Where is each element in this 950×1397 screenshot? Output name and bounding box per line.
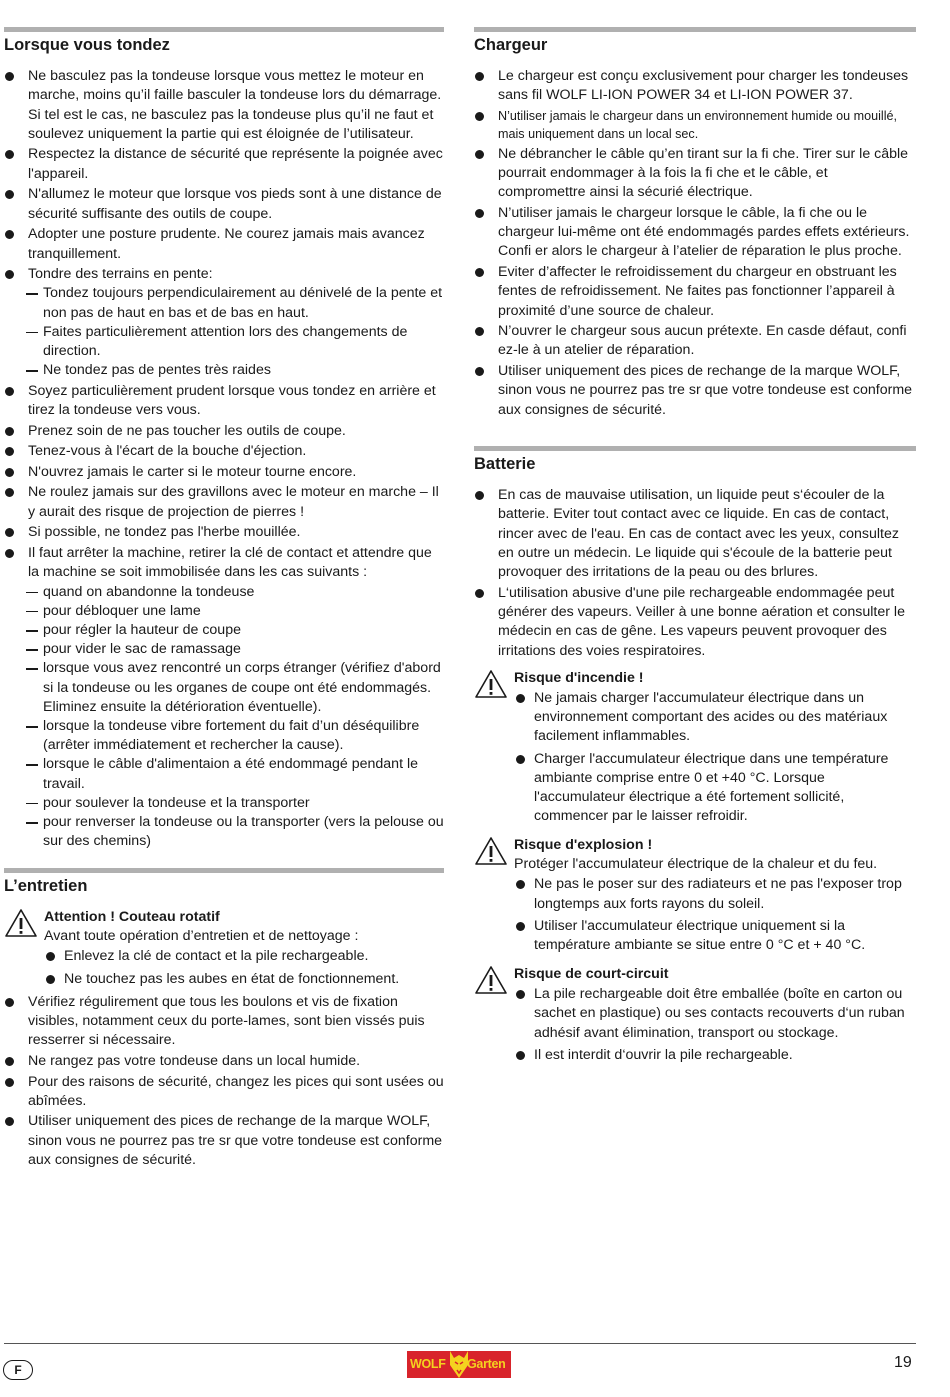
warning-triangle-icon <box>474 836 508 866</box>
charger-list <box>474 67 916 420</box>
list-item <box>4 993 444 1051</box>
footer-rule <box>4 1343 916 1344</box>
bullet-icon <box>5 190 14 199</box>
bullet-icon <box>5 427 14 436</box>
warning-block <box>474 669 916 826</box>
list-item <box>4 1112 444 1170</box>
bullet-icon <box>475 268 484 277</box>
warning-block <box>474 965 916 1065</box>
dash-item <box>4 755 444 793</box>
warning-list <box>514 875 916 955</box>
section-mowing <box>4 27 444 851</box>
item-text: pour renverser la tondeuse ou la transporter (vers la pelouse ou sur des chemins) <box>43 813 444 850</box>
bullet-icon <box>475 209 484 218</box>
list-item <box>4 382 444 421</box>
bullet-icon <box>46 975 55 984</box>
bullet-icon <box>5 447 14 456</box>
item-text: Ne tondez pas de pentes très raides <box>43 362 271 379</box>
bullet-icon <box>5 549 14 558</box>
section-maintenance <box>4 868 444 1170</box>
item-text: N'allumez le moteur que lorsque vos pieds sont à une distance de sécurité suffisante des outils de coupe. <box>28 186 442 222</box>
list-item <box>4 67 444 144</box>
list-item <box>514 875 916 913</box>
list-item <box>44 970 444 989</box>
bullet-icon <box>475 72 484 81</box>
item-text: Utiliser uniquement des pices de rechange de la marque WOLF, sinon vous ne pourrez pas tre sr que votre tondeuse est conforme aux consignes de sécurité. <box>28 1113 443 1169</box>
item-text: Eviter d’affecter le refroidissement du chargeur en obstruant les fentes de refroidissement. Ne faites pas fonctionner l’appareil à proximité d’une source de chaleur. <box>498 263 897 319</box>
warning-list <box>514 985 916 1065</box>
dash-icon <box>26 668 38 670</box>
list-item <box>44 947 444 966</box>
dash-icon <box>26 649 38 651</box>
list-item <box>4 422 444 441</box>
item-text: Soyez particulièrement prudent lorsque vous tondez en arrière et tirez la tondeuse vers vous. <box>28 382 436 419</box>
item-text: Ne rangez pas votre tondeuse dans un local humide. <box>28 1052 361 1069</box>
dash-list <box>4 583 444 852</box>
bullet-icon <box>516 1051 525 1060</box>
bullet-icon <box>516 880 525 889</box>
bullet-icon <box>516 694 525 703</box>
bullet-icon <box>5 230 14 239</box>
item-text: Charger l'accumulateur électrique dans une température ambiante comprise entre 0 et +40 °C. Lorsque l'accumulateur électrique a été fortement sollicité, commencer par le laisser refroidir. <box>534 750 889 825</box>
item-text: Ne touchez pas les aubes en état de fonctionnement. <box>64 970 400 987</box>
item-text: pour vider le sac de ramassage <box>43 641 241 658</box>
dash-icon <box>26 592 38 594</box>
item-text: quand on abandonne la tondeuse <box>43 583 255 600</box>
bullet-icon <box>5 72 14 81</box>
dash-item <box>4 602 444 621</box>
item-text: Respectez la distance de sécurité que représente la poignée avec l'appareil. <box>28 146 443 182</box>
dash-icon <box>26 803 38 805</box>
list-item <box>4 145 444 184</box>
dash-item <box>4 323 444 361</box>
warning-text: Protéger l'accumulateur électrique de la chaleur et du feu. <box>514 856 878 873</box>
item-text: Ne roulez jamais sur des gravillons avec le moteur en marche – Il y aurait des risque de projection de pierres ! <box>28 484 439 520</box>
bullet-icon <box>5 1057 14 1066</box>
dash-item <box>4 659 444 717</box>
dash-list <box>4 284 444 380</box>
item-text: Adopter une posture prudente. Ne courez jamais mais avancez tranquillement. <box>28 226 425 262</box>
bullet-icon <box>475 491 484 500</box>
section-header <box>474 446 916 474</box>
dash-item <box>4 284 444 322</box>
item-text: N’ouvrer le chargeur sous aucun prétexte. En casde défaut, confi ez-le à un atelier de réparation. <box>498 323 907 359</box>
language-badge: F <box>3 1360 33 1380</box>
list-item <box>514 750 916 827</box>
item-text: pour régler la hauteur de coupe <box>43 621 241 638</box>
logo-text-left: WOLF <box>410 1357 446 1371</box>
section-header <box>4 27 444 55</box>
item-text: Tenez-vous à l'écart de la bouche d'éjection. <box>28 443 307 460</box>
section-title: L’entretien <box>4 877 88 896</box>
dash-item <box>4 717 444 755</box>
warning-triangle-icon <box>474 669 508 699</box>
list-item <box>514 985 916 1043</box>
item-text: N'ouvrez jamais le carter si le moteur tourne encore. <box>28 463 357 480</box>
list-item <box>474 584 916 661</box>
item-text: Ne basculez pas la tondeuse lorsque vous mettez le moteur en marche, moins qu’il faille basculer la tondeuse lors du démarrage. Si tel est le cas, ne basculez pas la tondeuse plus qu’il ne faut et soulevez uniquement la partie qui est éloignée de l’utilisateur. <box>28 68 442 142</box>
section-charger <box>474 27 916 420</box>
item-text: Faites particulièrement attention lors des changements de direction. <box>43 323 408 360</box>
dash-icon <box>26 370 38 372</box>
list-item <box>474 204 916 262</box>
warning-title: Risque d'incendie ! <box>514 669 644 686</box>
warning-list <box>514 689 916 826</box>
bullet-icon <box>5 488 14 497</box>
item-text: Ne pas le poser sur des radiateurs et ne pas l'exposer trop longtemps aux forts rayons du soleil. <box>534 876 902 912</box>
list-item <box>4 265 444 380</box>
bullet-icon <box>5 1078 14 1087</box>
bullet-icon <box>475 589 484 598</box>
item-text: Enlevez la clé de contact et la pile rechargeable. <box>64 948 369 965</box>
list-item <box>4 544 444 851</box>
bullet-icon <box>516 755 525 764</box>
list-item <box>4 523 444 542</box>
bullet-icon <box>5 1117 14 1126</box>
item-text: pour soulever la tondeuse et la transporter <box>43 794 310 811</box>
dash-icon <box>26 726 38 728</box>
dash-item <box>4 640 444 659</box>
maintenance-list <box>4 993 444 1171</box>
item-text: Utiliser l'accumulateur électrique uniquement si la température ambiante se situe entre 0 °C et + 40 °C. <box>534 917 866 953</box>
warning-list <box>44 947 444 988</box>
bullet-icon <box>5 468 14 477</box>
dash-icon <box>26 332 38 334</box>
bullet-icon <box>475 327 484 336</box>
mowing-list <box>4 67 444 851</box>
dash-icon <box>26 611 38 613</box>
bullet-icon <box>475 112 484 121</box>
item-text: Prenez soin de ne pas toucher les outils de coupe. <box>28 422 346 439</box>
list-item <box>474 145 916 203</box>
dash-item <box>4 621 444 640</box>
list-item <box>474 362 916 420</box>
item-text: lorsque la tondeuse vibre fortement du fait d’un déséquilibre (arrêter immédiatement et rechercher la cause). <box>43 717 420 754</box>
bullet-icon <box>516 922 525 931</box>
item-text: En cas de mauvaise utilisation, un liquide peut s‘écouler de la batterie. Eviter tout contact avec ce liquide. En cas de contact, rincer avec de l'eau. En cas de contact avec les yeux, consultez en outre un médecin. Le liquide qui s'écoule de la batterie peut provoquer des irritations de la peau ou des brlures. <box>498 486 899 581</box>
bullet-icon <box>5 387 14 396</box>
item-text: lorsque vous avez rencontré un corps étranger (vérifiez d'abord si la tondeuse ou les organes de coupe ont été endommagés. Eliminez ensuite la détérioration éventuelle). <box>43 660 441 715</box>
section-title: Chargeur <box>474 36 548 54</box>
warning-text: Avant toute opération d’entretien et de nettoyage : <box>44 928 359 945</box>
left-column <box>4 27 444 1172</box>
item-text: lorsque le câble d'alimentaion a été endommagé pendant le travail. <box>43 756 418 792</box>
item-text: pour débloquer une lame <box>43 602 201 619</box>
list-item <box>474 263 916 321</box>
dash-item <box>4 361 444 380</box>
item-text: Si possible, ne tondez pas l'herbe mouillée. <box>28 524 301 541</box>
list-item <box>4 1052 444 1071</box>
dash-item <box>4 794 444 813</box>
section-header <box>474 27 916 55</box>
bullet-icon <box>5 998 14 1007</box>
warning-triangle-icon <box>474 965 508 995</box>
item-text: Pour des raisons de sécurité, changez les pices qui sont usées ou abîmées. <box>28 1073 444 1109</box>
section-battery <box>474 446 916 1065</box>
dash-icon <box>26 293 38 295</box>
list-item <box>4 185 444 224</box>
item-text: Tondre des terrains en pente: <box>28 266 213 283</box>
list-item <box>4 463 444 482</box>
item-text: Le chargeur est conçu exclusivement pour charger les tondeuses sans fil WOLF LI-ION POWER 34 et LI-ION POWER 37. <box>498 68 909 104</box>
list-item <box>4 225 444 264</box>
bullet-icon <box>5 270 14 279</box>
list-item <box>514 917 916 955</box>
list-item <box>474 486 916 582</box>
list-item <box>474 67 916 106</box>
dash-icon <box>26 764 38 766</box>
item-text: Utiliser uniquement des pices de rechange de la marque WOLF, sinon vous ne pourrez pas tre sr que votre tondeuse est conforme aux consignes de sécurité. <box>498 363 913 418</box>
list-item <box>474 322 916 361</box>
section-title: Lorsque vous tondez <box>4 36 170 54</box>
dash-icon <box>26 822 38 824</box>
item-text: Tondez toujours perpendiculairement au dénivelé de la pente et non pas de haut en bas et de bas en haut. <box>43 285 443 321</box>
logo-text-right: Garten <box>467 1357 506 1371</box>
bullet-icon <box>475 367 484 376</box>
section-title: Batterie <box>474 454 536 473</box>
item-text: L‘utilisation abusive d'une pile rechargeable endommagée peut générer des vapeurs. Veiller à une bonne aération et consulter le médecin en cas de gêne. Les vapeurs peuvent provoquer des irritations des voies respiratoires. <box>498 584 905 659</box>
item-text: Vérifiez régulirement que tous les boulons et vis de fixation visibles, notamment ceux du porte-lames, sont bien vissés puis resserrer si nécessaire. <box>28 993 425 1049</box>
wolf-garten-logo <box>407 1351 511 1378</box>
battery-list <box>474 486 916 661</box>
warning-title: Risque de court-circuit <box>514 966 669 983</box>
warning-triangle-icon <box>4 908 38 938</box>
item-text: Il est interdit d‘ouvrir la pile rechargeable. <box>534 1046 793 1063</box>
bullet-icon <box>5 528 14 537</box>
item-text: Ne débrancher le câble qu’en tirant sur la fi che. Tirer sur le câble pourrait endommager à la fois la fi che et le câble, et compromettre ainsi la sécurié électrique. <box>498 145 909 201</box>
list-item <box>514 1046 916 1065</box>
dash-icon <box>26 630 38 632</box>
item-text: N’utiliser jamais le chargeur lorsque le câble, la fi che ou le chargeur lui-même ont été endommagés pardes effets extérieurs. Confi er alors le chargeur à l’atelier de réparation le plus proche. <box>498 204 910 260</box>
warning-title: Risque d'explosion ! <box>514 837 653 854</box>
right-column <box>474 27 916 1075</box>
page-number: 19 <box>894 1354 912 1371</box>
bullet-icon <box>5 150 14 159</box>
warning-block <box>474 836 916 955</box>
battery-warnings <box>474 669 916 1065</box>
list-item <box>4 442 444 461</box>
item-text: Il faut arrêter la machine, retirer la clé de contact et attendre que la machine se soit immobilisée dans les cas suivants : <box>28 544 432 581</box>
list-item <box>4 1073 444 1112</box>
dash-item <box>4 813 444 851</box>
dash-item <box>4 583 444 602</box>
bullet-icon <box>516 990 525 999</box>
warning-block <box>4 908 444 988</box>
bullet-icon <box>475 150 484 159</box>
list-item <box>514 689 916 747</box>
bullet-icon <box>46 952 55 961</box>
item-text: La pile rechargeable doit être emballée (boîte en carton ou sachet en plastique) ou ses contacts recouverts d‘un ruban adhésif avant élimination, transport ou stockage. <box>534 986 905 1041</box>
item-text: N’utiliser jamais le chargeur dans un environnement humide ou mouillé, mais uniquement dans un local sec. <box>498 108 898 142</box>
section-header <box>4 868 444 896</box>
list-item <box>474 107 916 143</box>
warning-title: Attention ! Couteau rotatif <box>44 909 220 926</box>
list-item <box>4 483 444 522</box>
item-text: Ne jamais charger l'accumulateur électrique dans un environnement comportant des acides ou des matériaux facilement inflammables. <box>534 689 888 745</box>
